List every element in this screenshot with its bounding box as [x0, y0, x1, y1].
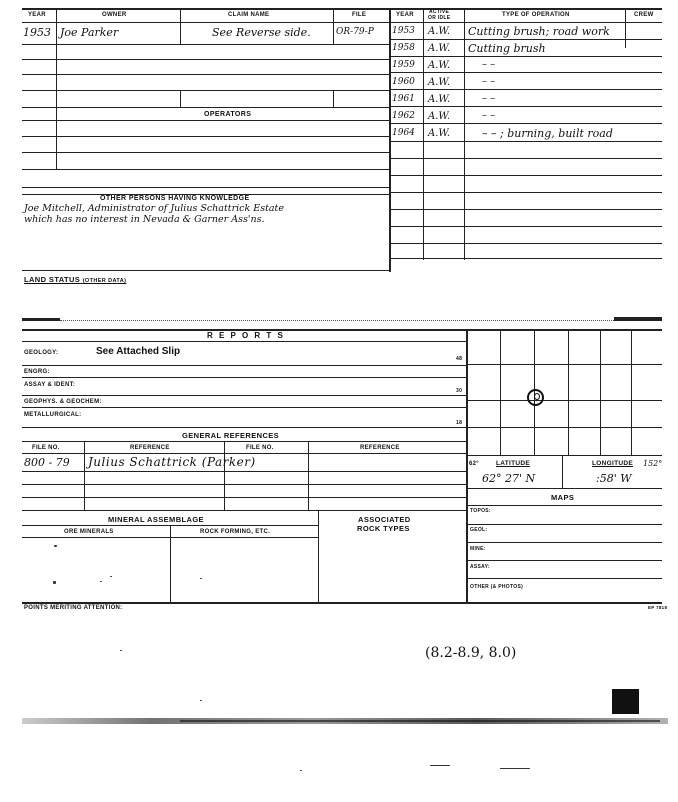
margin-number: 18 — [456, 420, 463, 426]
header-or-idle: OR IDLE — [428, 15, 451, 21]
other-photos-label: OTHER (& PHOTOS) — [470, 584, 524, 590]
maps-label: MAPS — [551, 493, 575, 502]
op-status: A.W. — [428, 43, 451, 54]
speck — [500, 768, 530, 769]
points-meriting-attention-label: POINTS MERITING ATTENTION: — [24, 605, 123, 611]
other-persons-line: Joe Mitchell, Administrator of Julius Schattrick Estate — [24, 203, 284, 214]
claim-name: See Reverse side. — [212, 26, 311, 39]
header-year-ops: YEAR — [396, 12, 414, 18]
header-file: FILE — [352, 12, 367, 18]
smudge — [22, 318, 60, 321]
reference-header: REFERENCE — [130, 445, 170, 451]
speck — [110, 576, 112, 577]
op-year: 1958 — [392, 43, 415, 53]
ref-file-number: 800 - 79 — [24, 456, 70, 469]
op-type: Cutting brush; road work — [468, 25, 610, 38]
speck — [430, 765, 450, 766]
header-crew: CREW — [634, 12, 654, 18]
op-year: 1964 — [392, 128, 415, 138]
file-no-header: FILE NO. — [32, 445, 60, 451]
divider — [60, 320, 614, 321]
op-status: A.W. — [428, 94, 451, 105]
header-owner: OWNER — [102, 12, 127, 18]
ore-minerals-header: ORE MINERALS — [64, 529, 114, 535]
scan-artifact-block — [612, 689, 639, 714]
topos-label: TOPOS: — [470, 508, 491, 514]
lat-prefix: 62° — [469, 461, 479, 467]
land-status-label: LAND STATUS (OTHER DATA) — [24, 275, 127, 284]
op-status: A.W. — [428, 111, 451, 122]
long-suffix: 152° — [643, 459, 663, 468]
mineral-assemblage-title: MINERAL ASSEMBLAGE — [108, 515, 204, 524]
speck — [100, 581, 102, 582]
owner-name: Joe Parker — [60, 26, 119, 39]
op-type: – – — [482, 76, 496, 87]
other-persons-line: which has no interest in Nevada & Garner Ass'ns. — [24, 214, 265, 225]
header-active: ACTIVE — [429, 9, 450, 15]
speck — [300, 770, 302, 771]
rock-forming-header: ROCK FORMING, ETC. — [200, 529, 271, 535]
op-status: A.W. — [428, 128, 451, 139]
speck — [200, 578, 202, 579]
margin-number: 48 — [456, 356, 463, 362]
geology-value: See Attached Slip — [96, 346, 181, 357]
longitude-label: LONGITUDE — [592, 460, 633, 467]
handwritten-note: (8.2-8.9, 8.0) — [425, 645, 517, 661]
header-year: YEAR — [28, 12, 46, 18]
op-year: 1959 — [392, 60, 415, 70]
longitude-value: :58' W — [596, 472, 632, 485]
latitude-value: 62° 27' N — [482, 472, 536, 485]
operators-label: OPERATORS — [204, 111, 252, 118]
assay-map-label: ASSAY: — [470, 564, 490, 570]
file-number: OR-79-P — [336, 27, 374, 37]
op-year: 1960 — [392, 77, 415, 87]
geol-label: GEOL: — [470, 527, 488, 533]
ref-reference: Julius Schattrick (Parker) — [88, 455, 256, 469]
reports-title: R E P O R T S — [207, 331, 285, 340]
op-status: A.W. — [428, 77, 451, 88]
op-year: 1962 — [392, 111, 415, 121]
op-type: – – ; burning, built road — [482, 127, 613, 140]
geology-label: GEOLOGY: — [24, 350, 59, 356]
metallurgical-label: METALLURGICAL: — [24, 412, 82, 418]
op-year: 1953 — [392, 26, 415, 36]
engrg-label: ENGRG: — [24, 369, 50, 375]
owner-year: 1953 — [23, 26, 51, 39]
geophys-label: GEOPHYS. & GEOCHEM: — [24, 399, 102, 405]
speck — [53, 581, 56, 584]
header-claim-name: CLAIM NAME — [228, 12, 270, 18]
op-year: 1961 — [392, 94, 415, 104]
speck — [120, 650, 122, 651]
op-type: Cutting brush — [468, 42, 546, 55]
scan-artifact-streak — [180, 720, 660, 722]
smudge — [614, 317, 662, 321]
location-mark — [534, 393, 540, 400]
latitude-label: LATITUDE — [496, 460, 531, 467]
file-no-header: FILE NO. — [246, 445, 274, 451]
rock-types-label: ROCK TYPES — [357, 524, 410, 533]
op-status: A.W. — [428, 60, 451, 71]
op-type: – – — [482, 59, 496, 70]
other-persons-label: OTHER PERSONS HAVING KNOWLEDGE — [100, 195, 250, 202]
header-type-of-operation: TYPE OF OPERATION — [502, 12, 570, 18]
op-type: – – — [482, 93, 496, 104]
margin-number: 30 — [456, 388, 463, 394]
op-status: A.W. — [428, 26, 451, 37]
form-number: EP 7818 — [648, 605, 668, 610]
reference-header: REFERENCE — [360, 445, 400, 451]
mine-label: MINE: — [470, 546, 486, 552]
speck — [200, 700, 202, 701]
associated-label: ASSOCIATED — [358, 515, 411, 524]
op-type: – – — [482, 110, 496, 121]
assay-label: ASSAY & IDENT: — [24, 382, 76, 388]
general-references-title: GENERAL REFERENCES — [182, 431, 280, 440]
speck — [54, 545, 57, 547]
